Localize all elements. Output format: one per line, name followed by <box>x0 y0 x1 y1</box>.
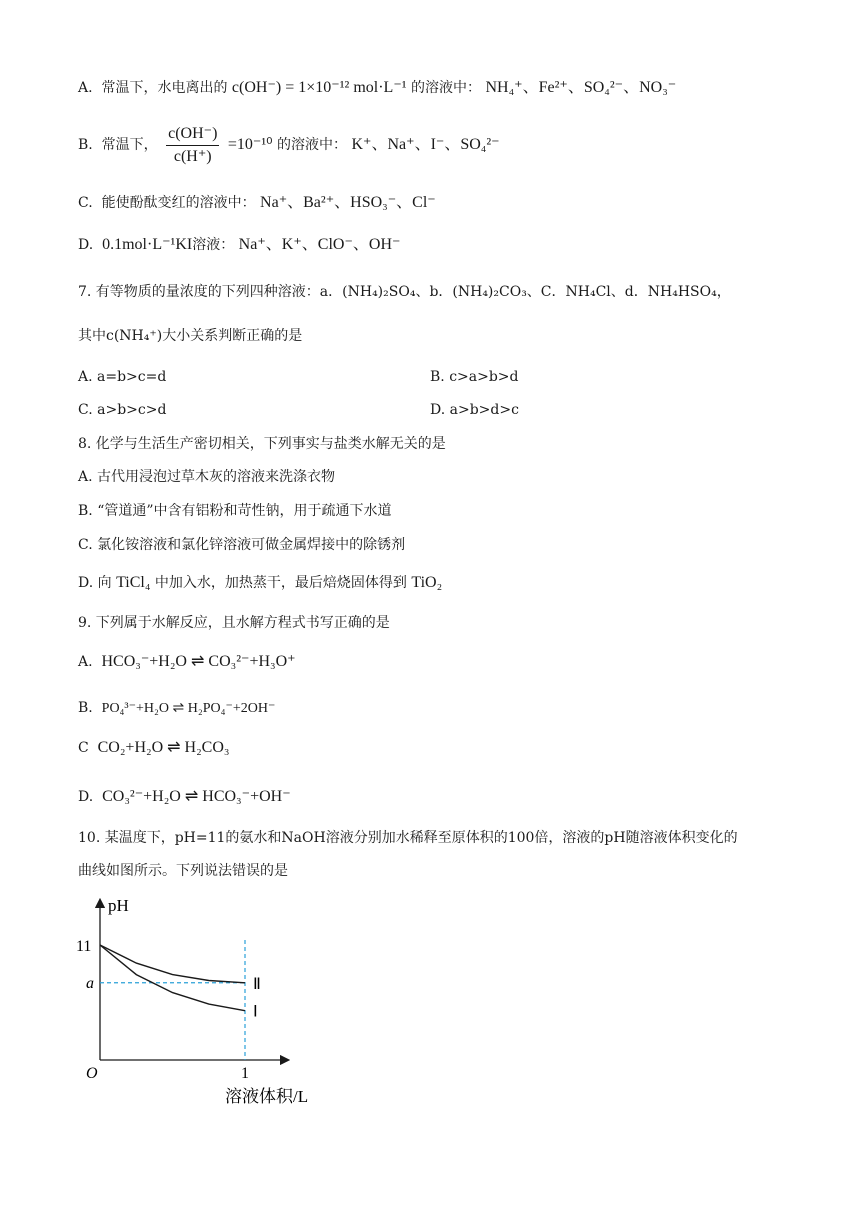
q8-option-c: C. 氯化铵溶液和氯化锌溶液可做金属焊接中的除锈剂 <box>78 537 406 553</box>
q6-option-b: B. 常温下， $\frac{c(OH^-)}{c(H^+)}$ =10⁻¹⁰ 的溶液中： K⁺、Na⁺、I⁻、SO₄²⁻ <box>78 120 500 170</box>
origin-label: O <box>86 1065 98 1082</box>
q9-stem: 9. 下列属于水解反应，且水解方程式书写正确的是 <box>78 615 390 631</box>
q9-option-c: C CO₂+H₂O ⇌ H₂CO₃ <box>78 739 230 756</box>
y-tick-label: a <box>86 974 94 992</box>
q7-option-a: A. a=b>c=d <box>78 369 167 385</box>
q8-option-d: D. 向 TiCl₄ 中加入水，加热蒸干，最后焙烧固体得到 TiO₂ <box>78 574 443 591</box>
q6-option-a: A. 常温下，水电离出的 c(OH⁻) = 1×10⁻¹² mol·L⁻¹ 的溶液中： NH₄⁺、Fe²⁺、SO₄²⁻、NO₃⁻ <box>78 79 677 96</box>
q9-option-d: D. CO₃²⁻+H₂O ⇌ HCO₃⁻+OH⁻ <box>78 788 291 805</box>
q10-stem: 10. 某温度下，pH=11的氨水和NaOH溶液分别加水稀释至原体积的100倍，溶液的pH随溶液体积变化的 <box>78 830 738 846</box>
fraction: $\frac{c(OH^-)}{c(H^+)}$ <box>166 123 219 168</box>
y-axis-label: pH <box>108 896 129 915</box>
q8-option-a: A. 古代用浸泡过草木灰的溶液来洗涤衣物 <box>78 469 336 485</box>
q9-option-a: A. HCO₃⁻+H₂O ⇌ CO₃²⁻+H₃O⁺ <box>78 653 296 670</box>
series-curve-1 <box>100 945 245 983</box>
q8-stem: 8. 化学与生活生产密切相关，下列事实与盐类水解无关的是 <box>78 436 446 452</box>
q6-option-d: D. 0.1mol·L⁻¹KI溶液： Na⁺、K⁺、ClO⁻、OH⁻ <box>78 236 401 253</box>
ph-dilution-chart <box>70 885 370 1115</box>
q8-option-b: B. “管道通”中含有铝粉和苛性钠，用于疏通下水道 <box>78 503 392 519</box>
q7-stem: 7. 有等物质的量浓度的下列四种溶液：a．(NH₄)₂SO₄、b．(NH₄)₂CO₃、C．NH₄Cl、d．NH₄HSO₄， <box>78 284 731 300</box>
q10-stem-continued: 曲线如图所示。下列说法错误的是 <box>78 863 288 879</box>
q7-option-d: D. a>b>d>c <box>430 402 519 418</box>
q7-option-c: C. a>b>c>d <box>78 402 167 418</box>
x-tick-label: 1 <box>241 1065 249 1082</box>
series-curve-2 <box>100 945 245 1011</box>
series-label: Ⅰ <box>253 1003 258 1021</box>
x-axis-label: 溶液体积/L <box>225 1087 309 1106</box>
series-label: Ⅱ <box>253 975 261 993</box>
q7-stem-continued: 其中c(NH₄⁺)大小关系判断正确的是 <box>78 328 303 344</box>
q6-option-c: C. 能使酚酞变红的溶液中： Na⁺、Ba²⁺、HSO₃⁻、Cl⁻ <box>78 194 436 211</box>
q9-option-b: B. PO₄³⁻+H₂O ⇌ H₂PO₄⁻+2OH⁻ <box>78 700 276 716</box>
y-tick-label: 11 <box>76 938 92 955</box>
q7-option-b: B. c>a>b>d <box>430 369 519 385</box>
